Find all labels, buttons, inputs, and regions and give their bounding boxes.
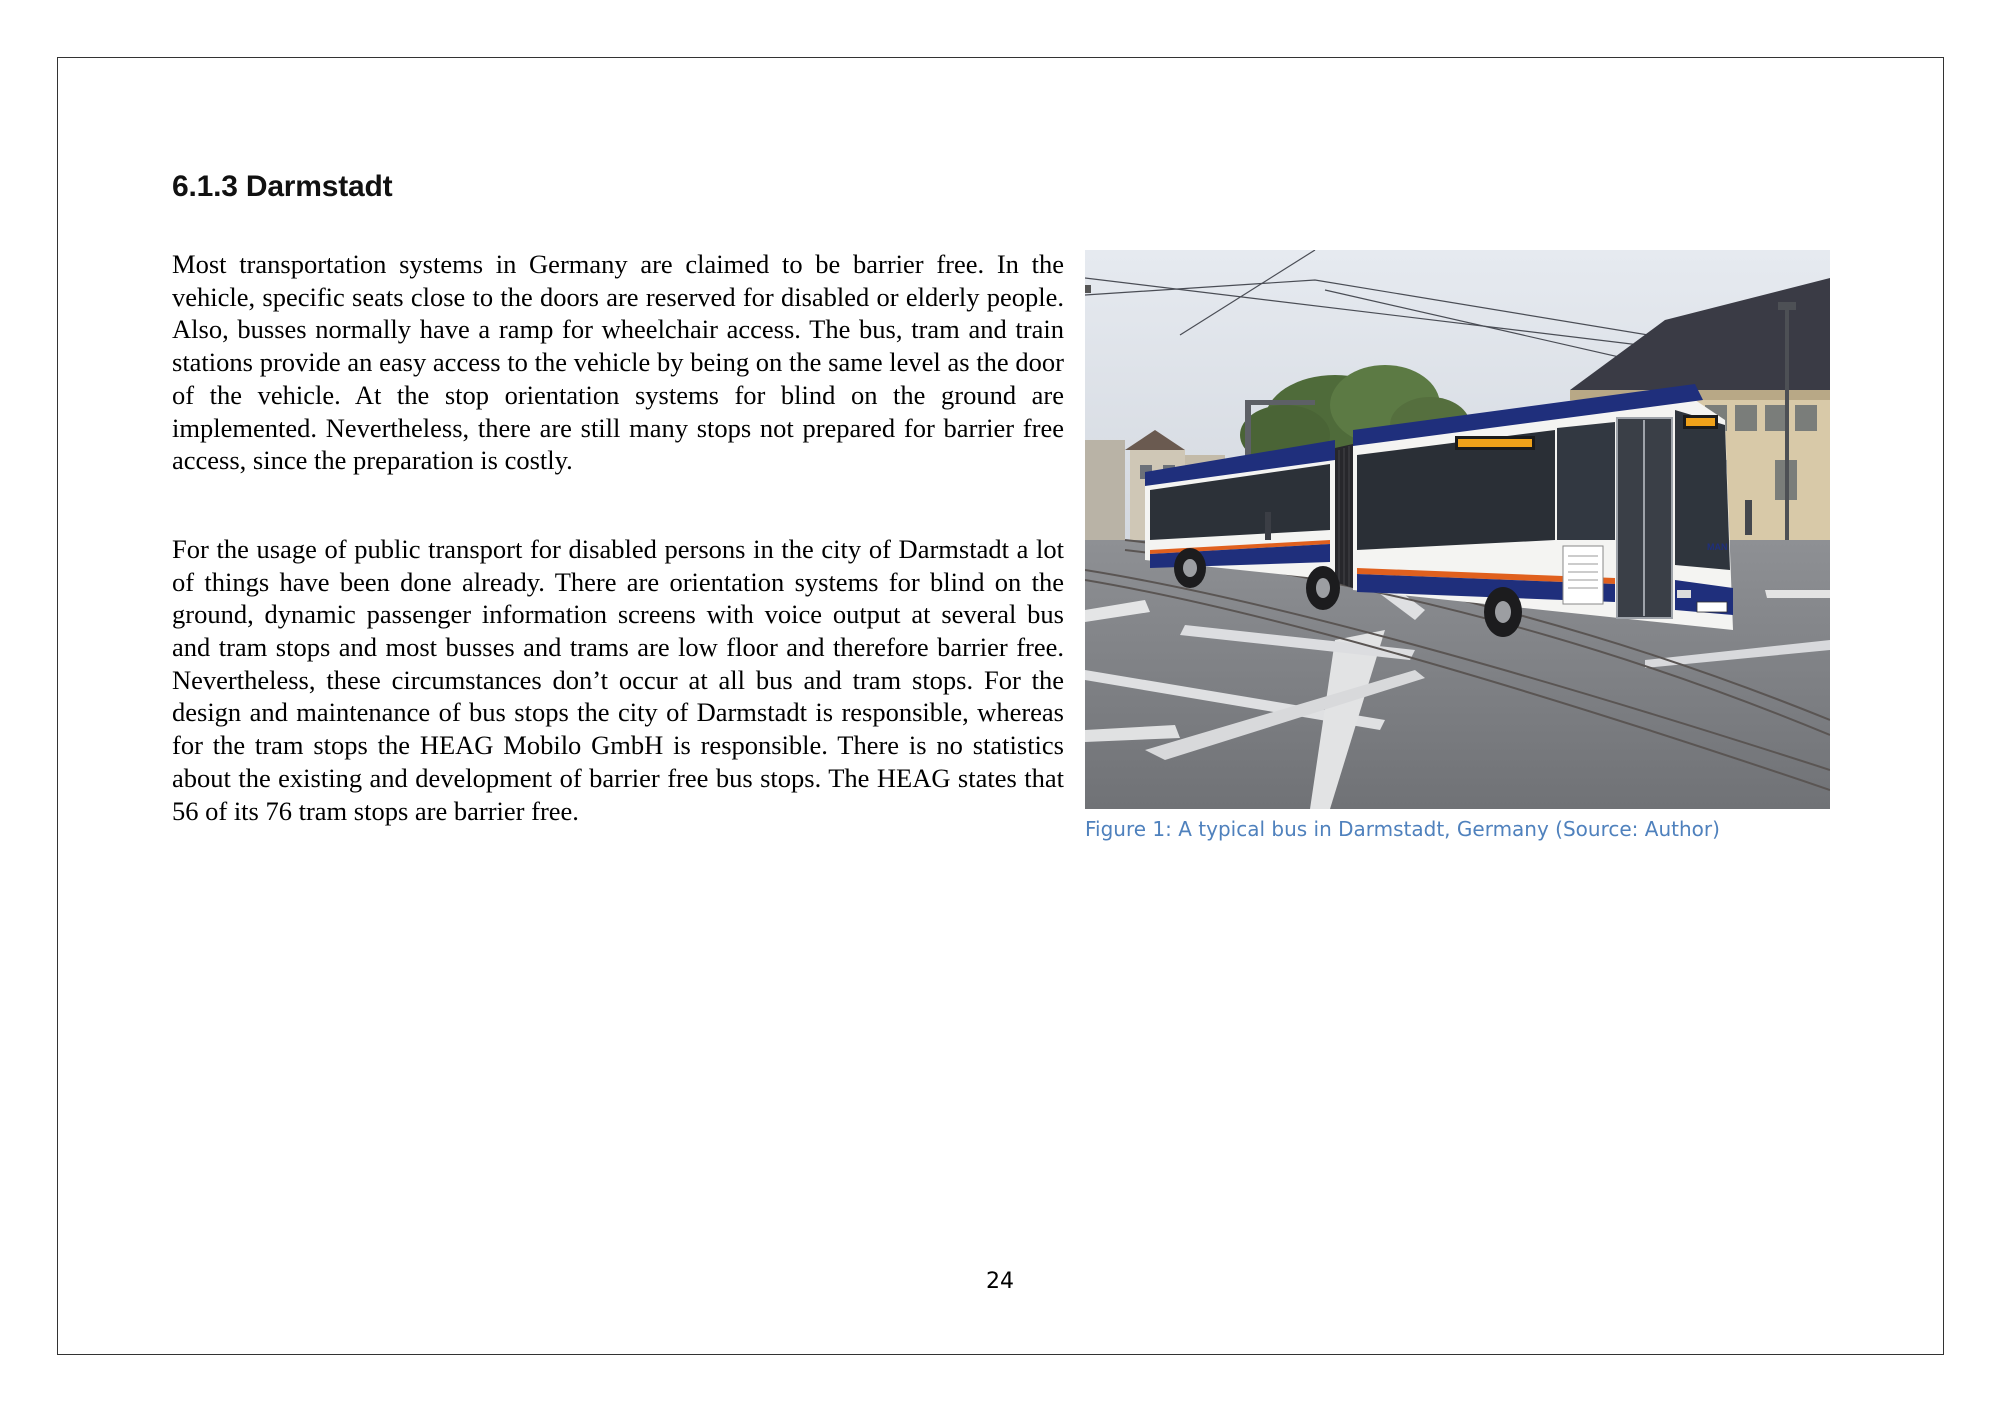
bus-photo	[1085, 250, 1830, 809]
figure-caption: Figure 1: A typical bus in Darmstadt, Germany (Source: Author)	[1085, 817, 1720, 841]
body-text	[172, 248, 1064, 827]
paragraph-2: For the usage of public transport for disabled persons in the city of Darmstadt a lot of things have been done already. There are orientation systems for blind on the ground, dynamic passenger information screens with voice output at several bus and tram stops and most busses and trams are low floor and therefore barrier free. Nevertheless, these circumstances don’t occur at all bus and tram stops. For the design and maintenance of bus stops the city of Darmstadt is responsible, whereas for the tram stops the HEAG Mobilo GmbH is responsible. There is no statistics about the existing and development of barrier free bus stops. The HEAG states that 56 of its 76 tram stops are barrier free.	[172, 533, 1064, 826]
page-number: 24	[986, 1269, 1014, 1294]
paragraph-1: Most transportation systems in Germany are claimed to be barrier free. In the vehicle, specific seats close to the doors are reserved for disabled or elderly people. Also, busses normally have a ramp for wheelchair access. The bus, tram and train stations provide an easy access to the vehicle by being on the same level as the door of the vehicle. At the stop orientation systems for blind on the ground are implemented. Nevertheless, there are still many stops not prepared for barrier free access, since the preparation is costly.	[172, 249, 1064, 476]
bus-brand-label: MAN	[1707, 542, 1728, 552]
section-heading: 6.1.3 Darmstadt	[172, 170, 393, 203]
figure	[1085, 250, 1830, 841]
